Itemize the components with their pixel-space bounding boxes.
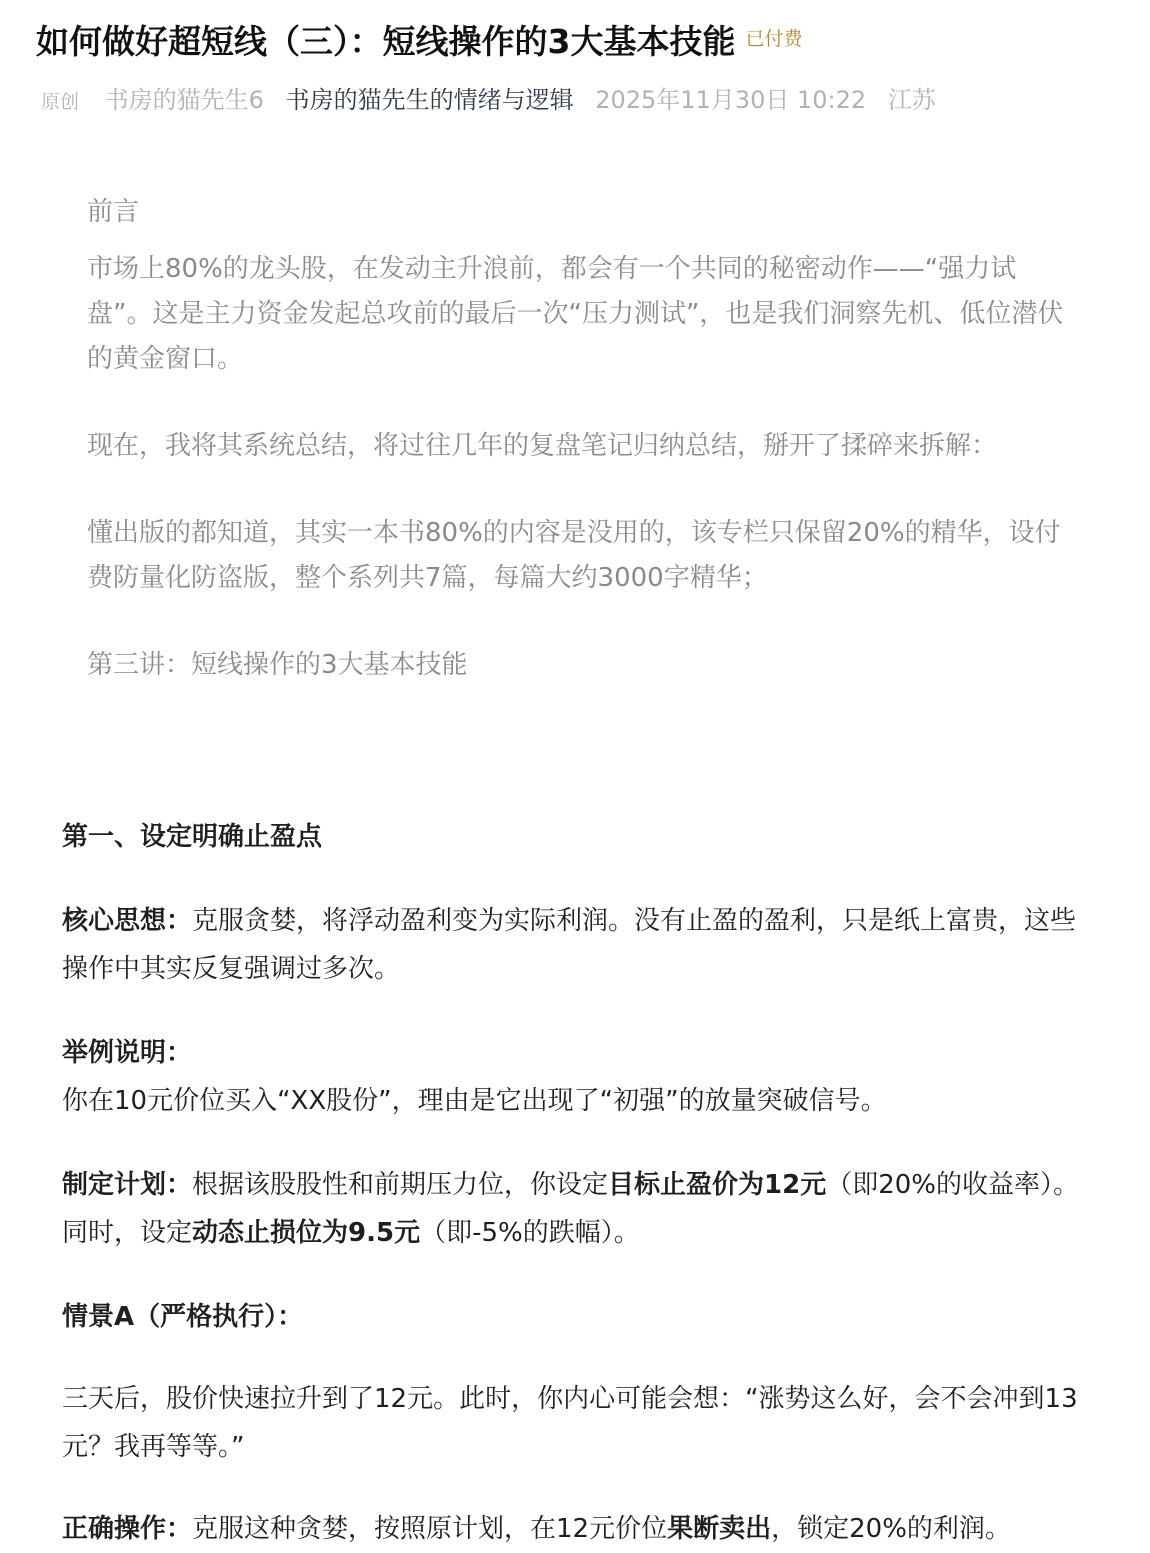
correct-action-bold: 果断卖出	[667, 1514, 772, 1544]
core-idea-paragraph	[62, 897, 1102, 993]
account-link[interactable]: 书房的猫先生的情绪与逻辑	[285, 86, 574, 114]
intro-paragraph-4: 第三讲：短线操作的3大基本技能	[87, 650, 468, 680]
intro-paragraph-1: 市场上80%的龙头股，在发动主升浪前，都会有一个共同的秘密动作——“强力试盘”。这是主力资金发起总攻前的最后一次“压力测试”，也是我们洞察先机、低位潜伏的黄金窗口。	[87, 254, 1064, 374]
intro-paragraph-3: 懂出版的都知道，其实一本书80%的内容是没用的，该专栏只保留20%的精华，设付费防量化防盗版，整个系列共7篇，每篇大约3000字精华；	[87, 518, 1061, 593]
example-label-paragraph	[62, 1029, 1102, 1077]
correct-action-label: 正确操作：	[62, 1514, 193, 1544]
article-meta	[41, 80, 1131, 120]
plan-paragraph	[62, 1161, 1102, 1257]
core-idea-text: 克服贪婪，将浮动盈利变为实际利润。没有止盈的盈利，只是纸上富贵，这些操作中其实反复强调过多次。	[62, 906, 1077, 984]
plan-label: 制定计划：	[62, 1170, 193, 1200]
publish-location: 江苏	[887, 86, 936, 114]
intro-section	[87, 190, 1072, 688]
plan-target-price: 目标止盈价为12元	[608, 1170, 827, 1200]
section-title: 第一、设定明确止盈点	[62, 822, 323, 852]
intro-heading: 前言	[87, 197, 140, 227]
correct-action-paragraph	[62, 1505, 1102, 1553]
plan-text-2: （即20%的收益率）。同时，设定	[62, 1170, 1080, 1248]
example-label: 举例说明：	[62, 1038, 193, 1068]
intro-paragraph-2: 现在，我将其系统总结，将过往几年的复盘笔记归纳总结，掰开了揉碎来拆解：	[87, 431, 998, 461]
article-body	[62, 813, 1102, 1553]
scenario-a-paragraph	[62, 1293, 1102, 1341]
plan-stop-loss: 动态止损位为9.5元	[192, 1218, 421, 1248]
author-link[interactable]: 书房的猫先生6	[104, 86, 264, 114]
core-idea-label: 核心思想：	[62, 906, 193, 936]
scenario-a-text: 三天后，股价快速拉升到了12元。此时，你内心可能会想：“涨势这么好，会不会冲到13元？我再等等。”	[62, 1384, 1078, 1462]
plan-text-3: （即-5%的跌幅）。	[420, 1218, 640, 1248]
plan-text-1: 根据该股股性和前期压力位，你设定	[192, 1170, 609, 1200]
article-title-text: 如何做好超短线（三）：短线操作的3大基本技能	[36, 22, 736, 61]
scenario-a-label: 情景A（严格执行）：	[62, 1302, 304, 1332]
publish-datetime: 2025年11月30日 10:22	[595, 86, 867, 114]
example-text: 你在10元价位买入“XX股份”，理由是它出现了“初强”的放量突破信号。	[62, 1086, 887, 1116]
article-title	[36, 14, 1126, 67]
original-tag: 原创	[41, 91, 80, 113]
correct-action-text-1: 克服这种贪婪，按照原计划，在12元价位	[192, 1514, 668, 1544]
correct-action-text-2: ，锁定20%的利润。	[771, 1514, 1011, 1544]
paid-badge: 已付费	[745, 28, 803, 50]
